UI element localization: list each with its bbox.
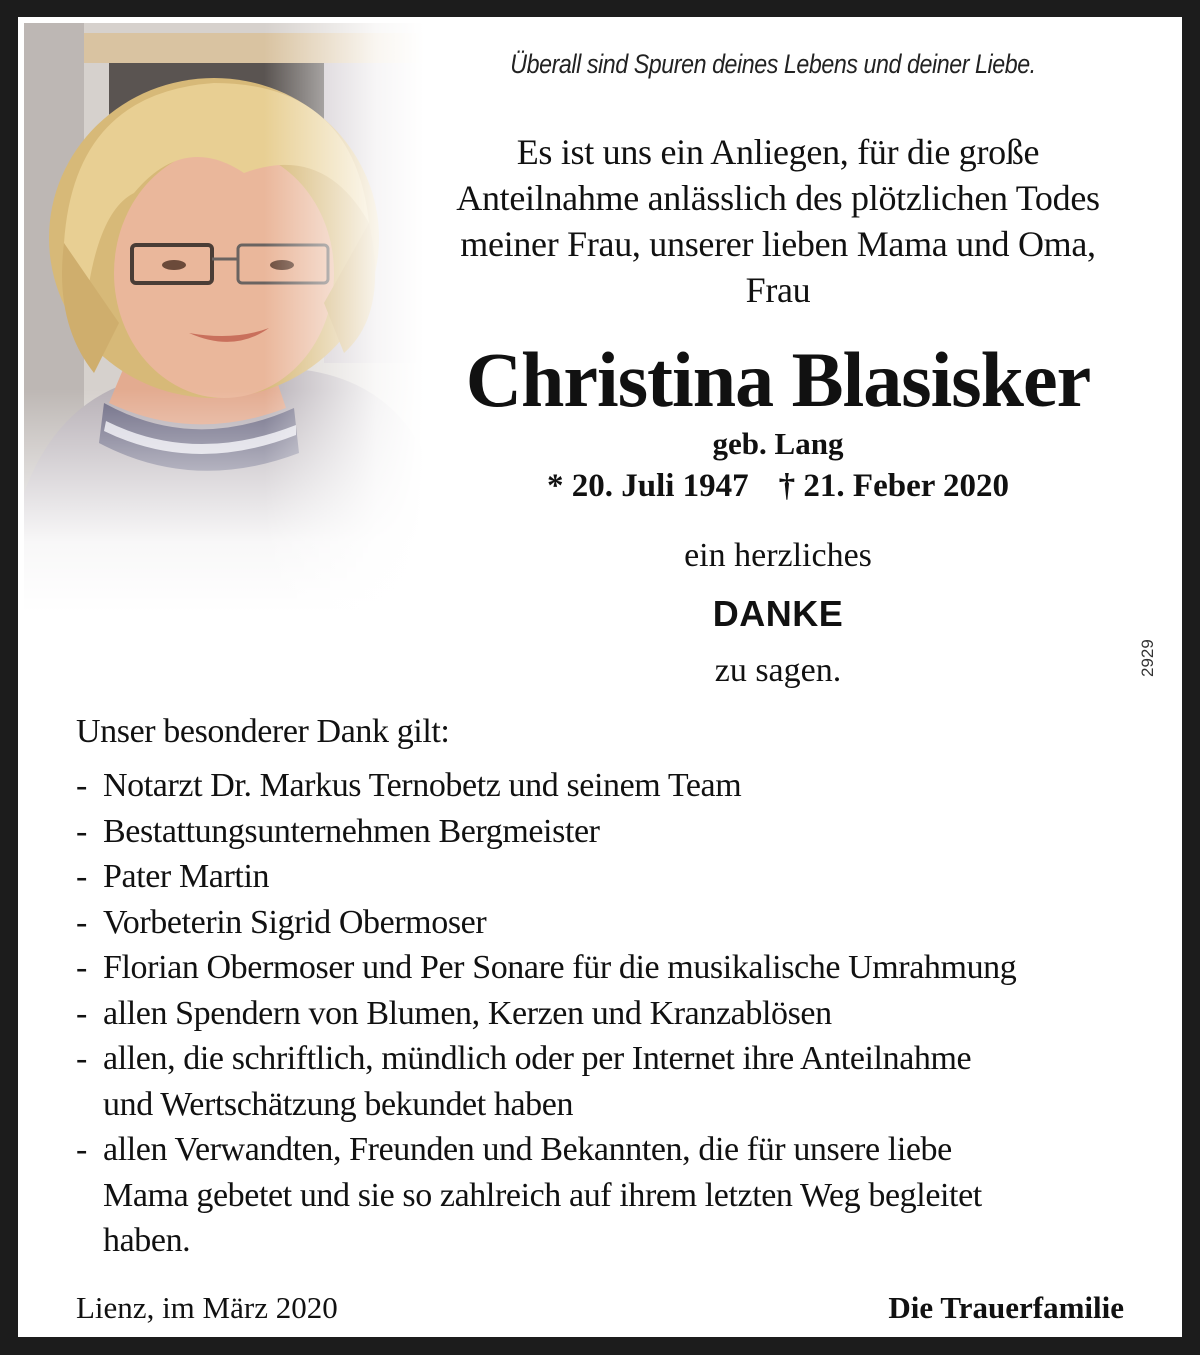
list-item: - Bestattungsunternehmen Bergmeister [76,809,1146,855]
place-date: Lienz, im März 2020 [76,1290,338,1325]
bullet-dash: - [76,858,87,895]
list-item: - Pater Martin [76,854,1146,900]
birth-date: * 20. Juli 1947 [546,468,749,504]
bullet-dash: - [76,767,87,804]
bullet-dash: - [76,903,87,941]
intro-line: Anteilnahme anlässlich des plötzlichen Todes [456,178,1100,218]
list-item: - Notarzt Dr. Markus Ternobetz und seinem Team [76,763,1146,809]
thanks-heading: Unser besonderer Dank gilt: [76,713,450,750]
obituary-card [18,17,1182,1337]
intro-line: Es ist uns ein Anliegen, für die große [516,132,1040,172]
bullet-dash: - [76,994,87,1032]
danke-heading: DANKE [712,593,844,634]
list-item: - Florian Obermoser und Per Sonare für die musikalische Umrahmung [76,945,1146,991]
bullet-dash: - [76,1040,87,1077]
intro-line: meiner Frau, unserer lieben Mama und Oma, [460,224,1096,264]
reference-code: 2929 [1138,639,1157,677]
closing-pre: ein herzliches [684,537,872,574]
list-item: - allen Verwandten, Freunden und Bekannten, die für unsere liebe Mama gebetet und sie so zahlreich auf ihrem letzten Weg begleitet haben. [76,1127,1146,1264]
list-item: - Vorbeterin Sigrid Obermoser [76,900,1146,946]
list-item: - allen Spendern von Blumen, Kerzen und Kranzablösen [76,991,1146,1037]
maiden-name: geb. Lang [712,426,844,461]
signature: Die Trauerfamilie [888,1290,1124,1325]
bullet-dash: - [76,812,87,850]
portrait-photo [24,23,424,613]
photo-fade-overlay [24,23,424,613]
thanks-list [76,763,1146,1264]
closing-post: zu sagen. [714,652,842,689]
deceased-name: Christina Blasisker [465,336,1091,423]
bullet-dash: - [76,1131,87,1168]
bullet-dash: - [76,949,87,986]
motto: Überall sind Spuren deines Lebens und deiner Liebe. [510,49,1036,79]
list-item: - allen, die schriftlich, mündlich oder per Internet ihre Anteilnahme und Wertschätzung bekundet haben [76,1036,1146,1127]
intro-line: Frau [745,270,811,310]
death-date: † 21. Feber 2020 [778,468,1010,504]
life-dates [398,465,1158,507]
intro-text [408,129,1148,313]
